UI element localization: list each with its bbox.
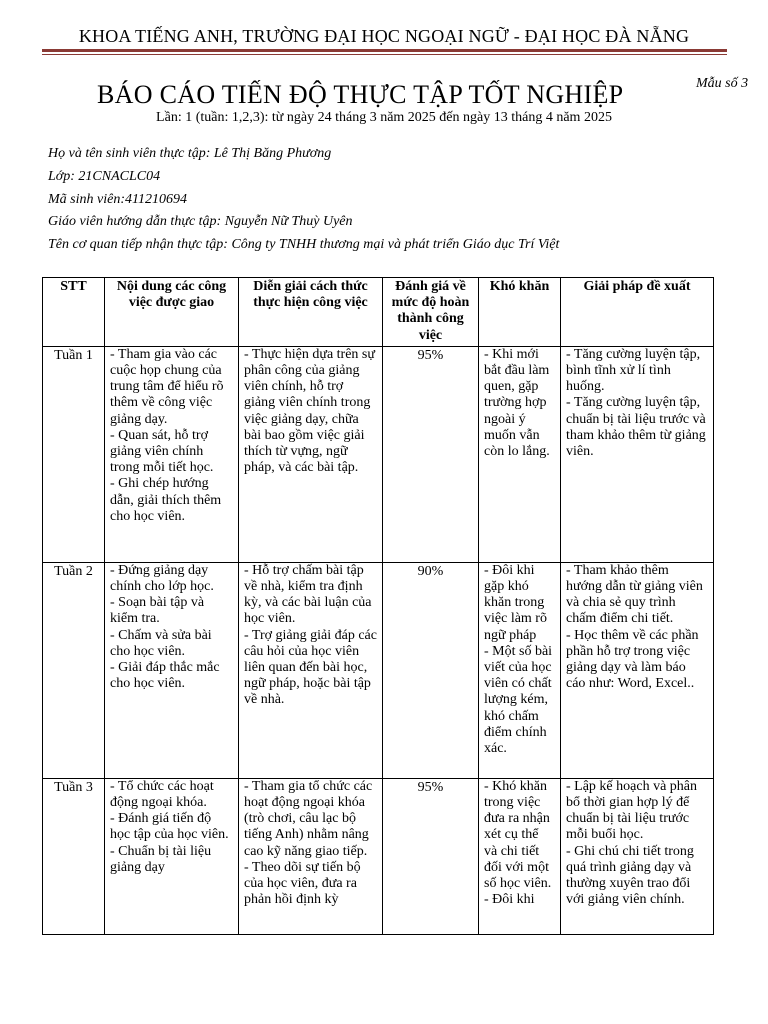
header-solutions: Giải pháp đề xuất: [561, 278, 714, 347]
student-info: [48, 143, 748, 257]
solutions-cell: [561, 562, 714, 778]
rating-cell: 95%: [383, 778, 479, 934]
header-rule-thick: [42, 49, 727, 52]
student-name: Họ và tên sinh viên thực tập: Lê Thị Băng Phương: [48, 146, 332, 161]
rating-cell: 90%: [383, 562, 479, 778]
header-rule-thin: [42, 54, 727, 55]
supervisor-name: Giáo viên hướng dẫn thực tập: Nguyễn Nữ Thuỳ Uyên: [48, 214, 353, 230]
header-tasks: Nội dung các công việc được giao: [105, 278, 239, 347]
progress-table: [42, 277, 714, 935]
form-number: Mẫu số 3: [696, 76, 749, 91]
method-item: - Hỗ trợ chấm bài tập về nhà, kiểm tra định kỳ, và các bài luận của học viên.: [244, 562, 372, 627]
solution-item: - Ghi chú chi tiết trong quá trình giảng dạy và thường xuyên trao đổi với giảng viên chính.: [566, 843, 694, 908]
header-method: Diễn giải cách thức thực hiện công việc: [239, 278, 383, 347]
task-item: - Giải đáp thắc mắc cho học viên.: [110, 660, 220, 692]
difficulty-item: - Đôi khi: [484, 892, 535, 908]
difficulty-item: - Khó khăn trong việc đưa ra nhận xét cụ thể và chi tiết đối với một số học viên.: [484, 778, 552, 892]
method-item: - Theo dõi sự tiến bộ của học viên, đưa ra phản hồi định kỳ: [244, 859, 361, 908]
week-label: Tuần 3: [43, 778, 105, 934]
title-area: [0, 80, 660, 112]
solution-item: - Tham khảo thêm hướng dẫn từ giảng viên và chia sẻ quy trình chấm điểm chi tiết.: [566, 562, 703, 627]
task-item: - Chấm và sửa bài cho học viên.: [110, 627, 212, 659]
table-row: [43, 346, 714, 562]
tasks-cell: [105, 778, 239, 934]
method-cell: [239, 562, 383, 778]
host-organization: Tên cơ quan tiếp nhận thực tập: Công ty TNHH thương mại và phát triển Giáo dục Trí Việt: [48, 237, 560, 253]
report-period: Lần: 1 (tuần: 1,2,3): từ ngày 24 tháng 3 năm 2025 đến ngày 13 tháng 4 năm 2025: [156, 110, 612, 125]
table-row: [43, 562, 714, 778]
header-rating: Đánh giá về mức độ hoàn thành công việc: [383, 278, 479, 347]
table-row: [43, 778, 714, 934]
task-item: - Tham gia vào các cuộc họp chung của trung tâm để hiểu rõ thêm về công việc giảng dạy.: [110, 346, 224, 427]
task-item: - Đánh giá tiến độ học tập của học viên.: [110, 811, 229, 843]
rating-cell: 95%: [383, 346, 479, 562]
difficulty-item: - Khi mới bắt đầu làm quen, gặp trường hợp ngoài ý muốn vẫn còn lo lắng.: [484, 346, 550, 460]
method-item: - Trợ giảng giải đáp các câu hỏi của học viên liên quan đến bài học, ngữ pháp, hoặc bài tập về nhà.: [244, 627, 377, 708]
difficulties-cell: [479, 778, 561, 934]
table-header-row: [43, 278, 714, 347]
difficulties-cell: [479, 346, 561, 562]
student-id: Mã sinh viên:411210694: [48, 191, 187, 207]
student-class: Lớp: 21CNACLC04: [48, 168, 161, 184]
task-item: - Chuẩn bị tài liệu giảng dạy: [110, 843, 212, 875]
difficulty-item: - Một số bài viết của học viên có chất lượng kém, khó chấm điểm chính xác.: [484, 643, 553, 757]
method-item: - Tham gia tổ chức các hoạt động ngoại khóa (trò chơi, câu lạc bộ tiếng Anh) nhằm nâng cao kỹ năng giao tiếp.: [244, 778, 373, 859]
solutions-cell: [561, 346, 714, 562]
solution-item: - Học thêm về các phần phần hỗ trợ trong việc giảng dạy và làm báo cáo như: Word, Excel..: [566, 627, 699, 692]
method-item: - Thực hiện dựa trên sự phân công của giảng viên chính, hỗ trợ giảng viên chính trong việc giảng dạy, chữa bài bao gồm việc giải thích từ vựng, ngữ pháp, và các bài tập.: [244, 346, 375, 476]
week-label: Tuần 1: [43, 346, 105, 562]
header-stt: STT: [43, 278, 105, 347]
institution-header: KHOA TIẾNG ANH, TRƯỜNG ĐẠI HỌC NGOẠI NGỮ - ĐẠI HỌC ĐÀ NẴNG: [78, 26, 690, 46]
task-item: - Đứng giảng dạy chính cho lớp học.: [110, 562, 214, 595]
header-difficulties: Khó khăn: [479, 278, 561, 347]
solution-item: - Tăng cường luyện tập, bình tĩnh xử lí tình huống.: [566, 346, 701, 395]
tasks-cell: [105, 562, 239, 778]
difficulty-item: - Đôi khi gặp khó khăn trong việc làm rõ ngữ pháp: [484, 562, 547, 643]
tasks-cell: [105, 346, 239, 562]
solutions-cell: [561, 778, 714, 934]
task-item: - Quan sát, hỗ trợ giảng viên chính trong mỗi tiết học.: [110, 427, 214, 476]
method-cell: [239, 346, 383, 562]
task-item: - Tổ chức các hoạt động ngoại khóa.: [110, 778, 214, 811]
task-item: - Soạn bài tập và kiểm tra.: [110, 595, 205, 627]
solution-item: - Tăng cường luyện tập, chuẩn bị tài liệu trước và tham khảo thêm từ giảng viên.: [566, 395, 706, 460]
week-label: Tuần 2: [43, 562, 105, 778]
task-item: - Ghi chép hướng dẫn, giải thích thêm cho học viên.: [110, 476, 222, 524]
difficulties-cell: [479, 562, 561, 778]
solution-item: - Lập kế hoạch và phân bổ thời gian hợp lý để chuẩn bị tài liệu trước mỗi buổi học.: [566, 778, 697, 843]
method-cell: [239, 778, 383, 934]
report-title: BÁO CÁO TIẾN ĐỘ THỰC TẬP TỐT NGHIỆP: [97, 80, 624, 109]
